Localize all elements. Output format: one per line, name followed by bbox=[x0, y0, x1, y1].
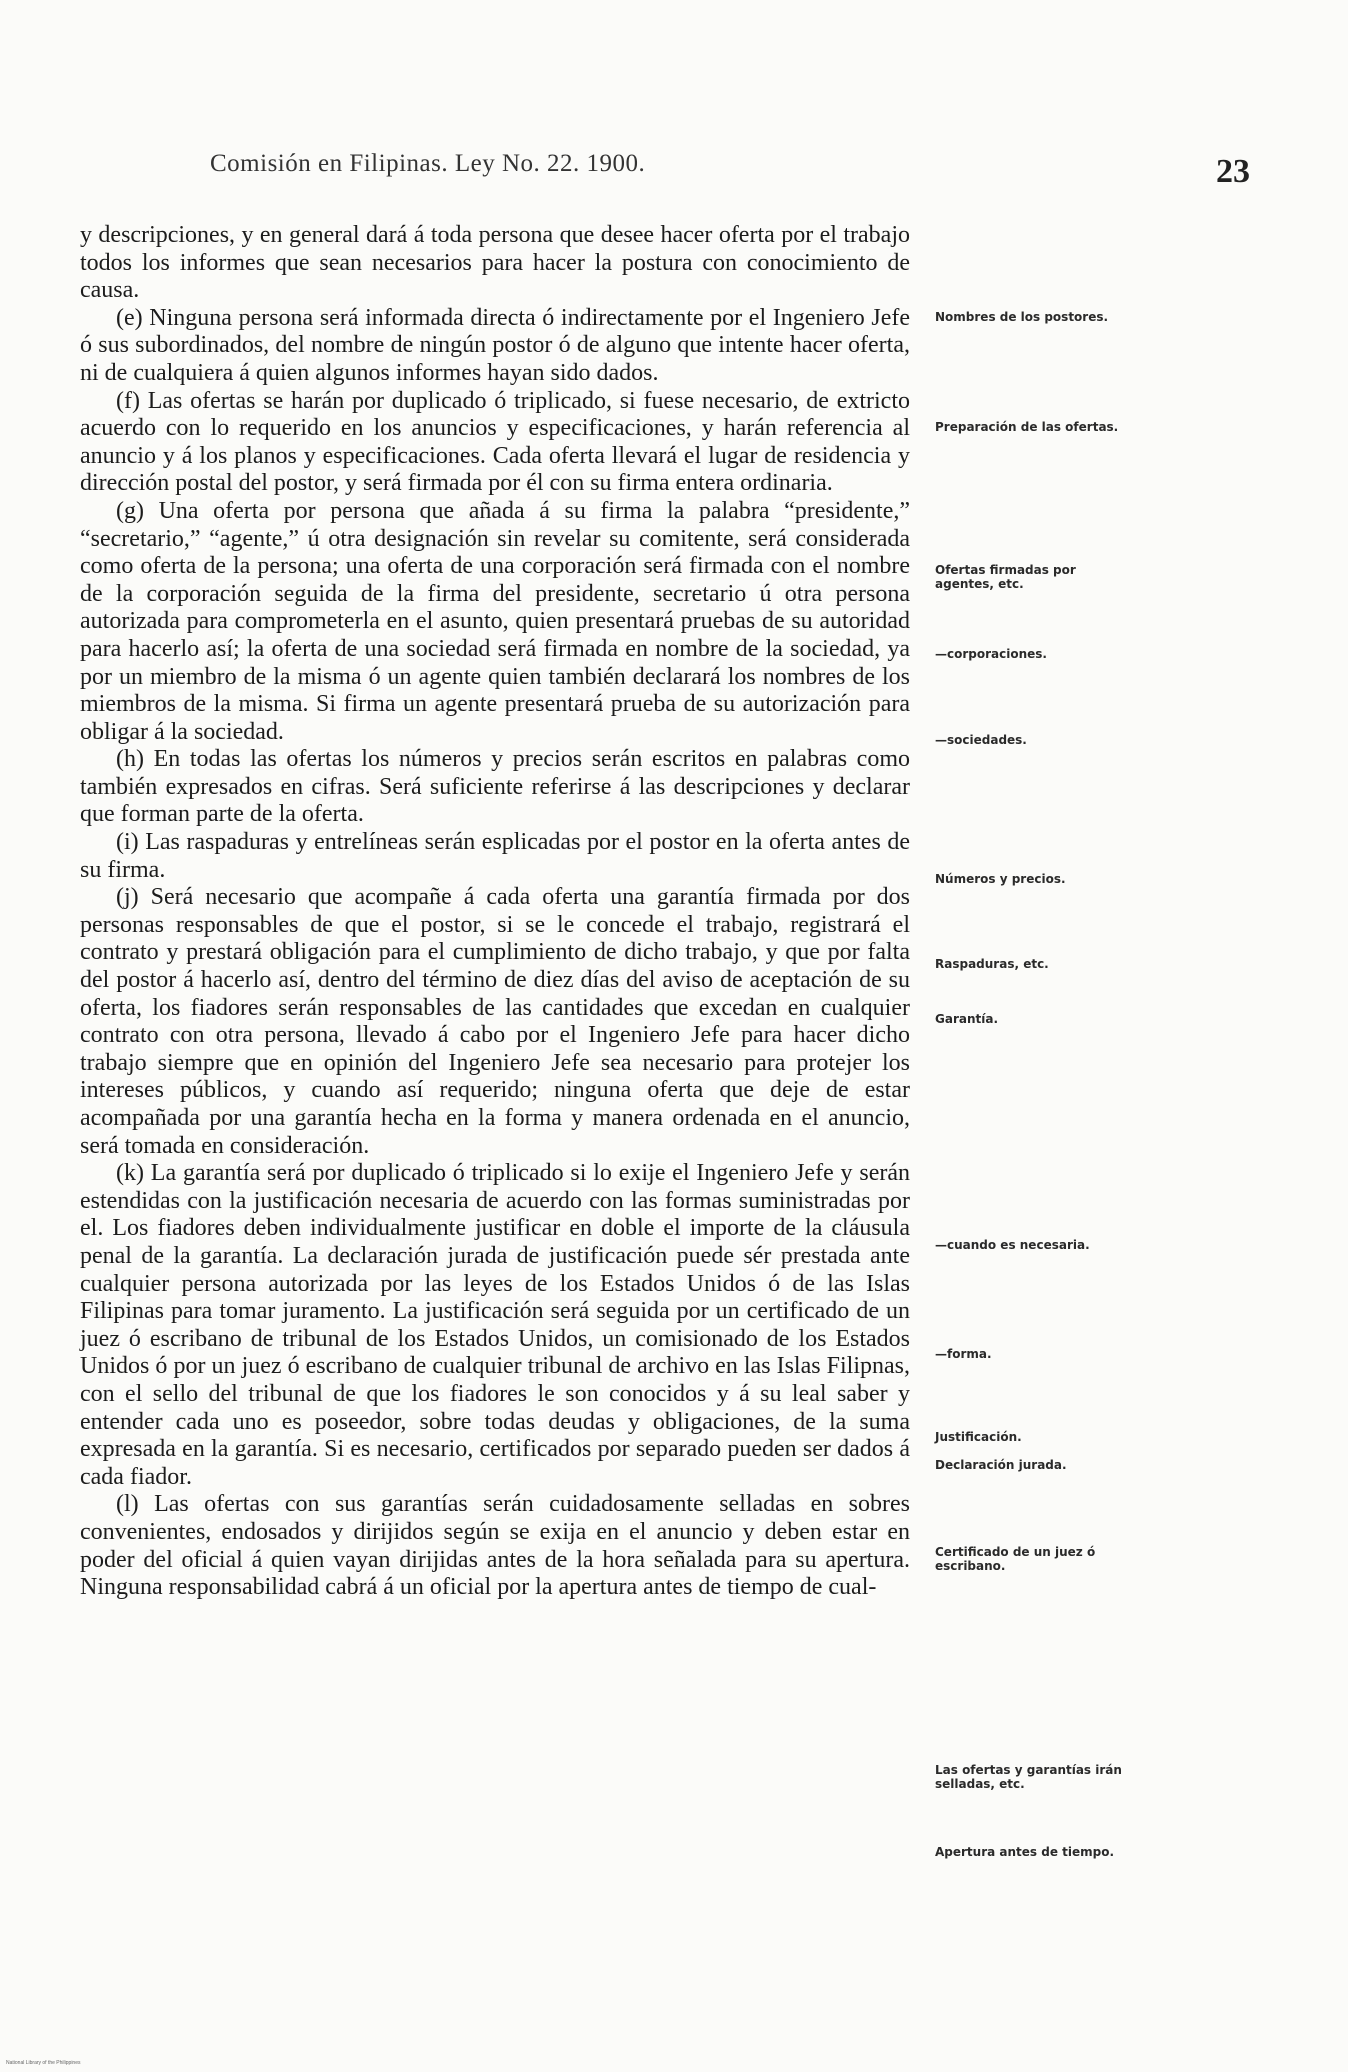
paragraph-j: (j) Será necesario que acompañe á cada oferta una garantía firmada por dos personas responsables de que el postor, si se le concede el trabajo, registrará el contrato y prestará obligación para el cumplimiento de dicho trabajo, y que por falta del postor á hacerlo así, dentro del término de diez días del aviso de aceptación de su oferta, los fiadores serán responsables de las cantidades que excedan en cualquier contrato con otra persona, llevado á cabo por el Ingeniero Jefe para hacer dicho trabajo siempre que en opinión del Ingeniero Jefe sea necesario para protejer los intereses públicos, y cuando así requerido; ninguna oferta que deje de estar acompañada por una garantía hecha en la forma y manera ordenada en el anuncio, será tomada en consideración. bbox=[80, 884, 910, 1159]
running-header: Comisión en Filipinas. Ley No. 22. 1900. bbox=[210, 150, 646, 177]
margin-note-garantia: Garantía. bbox=[935, 1012, 999, 1026]
margin-note-preparacion-ofertas: Preparación de las ofertas. bbox=[935, 420, 1119, 434]
paragraph-h: (h) En todas las ofertas los números y precios serán escritos en palabras como también expresados en cifras. Será suficiente referirse á las descripciones y declarar que forman parte de la oferta. bbox=[80, 746, 910, 828]
margin-note-nombres-postores: Nombres de los postores. bbox=[935, 310, 1109, 324]
margin-note-raspaduras: Raspaduras, etc. bbox=[935, 957, 1049, 971]
paragraph-g: (g) Una oferta por persona que añada á su firma la palabra “presidente,” “secretario,” “agente,” ú otra designación sin revelar su comitente, será considerada como oferta de la persona; una oferta de una corporación será firmada con el nombre de la corporación seguida de la firma del presidente, secretario ú otra persona autorizada para comprometerla en el asunto, quien presentará pruebas de su autoridad para hacerlo así; la oferta de una sociedad será firmada en nombre de la sociedad, ya por un miembro de la misma ó un agente quien también declarará los nombres de los miembros de la misma. Si firma un agente presentará prueba de su autorización para obligar á la sociedad. bbox=[80, 497, 910, 745]
margin-note-ofertas-selladas: Las ofertas y garantías irán selladas, etc. bbox=[935, 1763, 1122, 1791]
paragraph-l: (l) Las ofertas con sus garantías serán cuidadosamente selladas en sobres convenientes, endosados y dirijidos según se exija en el anuncio y deben estar en poder del oficial á quien vayan dirijidas antes de la hora señalada para su apertura. Ninguna responsabilidad cabrá á un oficial por la apertura antes de tiempo de cual- bbox=[80, 1491, 910, 1601]
body-text bbox=[80, 222, 910, 1602]
margin-note-ofertas-agentes: Ofertas firmadas por agentes, etc. bbox=[935, 563, 1076, 591]
margin-note-corporaciones: —corporaciones. bbox=[935, 647, 1047, 661]
paragraph-i: (i) Las raspaduras y entrelíneas serán esplicadas por el postor en la oferta antes de su firma. bbox=[80, 829, 910, 883]
margin-note-numeros-precios: Números y precios. bbox=[935, 872, 1066, 886]
page-number: 23 bbox=[1216, 153, 1250, 190]
margin-note-justificacion: Justificación. bbox=[935, 1430, 1022, 1444]
margin-note-apertura: Apertura antes de tiempo. bbox=[935, 1845, 1115, 1859]
paragraph-k: (k) La garantía será por duplicado ó triplicado si lo exije el Ingeniero Jefe y serán estendidas con la justificación necesaria de acuerdo con las formas suministradas por el. Los fiadores deben individualmente justificar en doble el importe de la cláusula penal de la garantía. La declaración jurada de justificación puede sér prestada ante cualquier persona autorizada por las leyes de los Estados Unidos ó de las Islas Filipinas para tomar juramento. La justificación será seguida por un certificado de un juez ó escribano de tribunal de los Estados Unidos, un comisionado de los Estados Unidos ó por un juez ó escribano de cualquier tribunal de archivo en las Islas Filipnas, con el sello del tribunal de que los fiadores le son conocidos y á su leal saber y entender cada uno es poseedor, sobre todas deudas y obligaciones, de la suma expresada en la garantía. Si es necesario, certificados por separado pueden ser dados á cada fiador. bbox=[80, 1160, 910, 1490]
paragraph-e: (e) Ninguna persona será informada directa ó indirectamente por el Ingeniero Jefe ó sus subordinados, del nombre de ningún postor ó de alguno que intente hacer oferta, ni de cualquiera á quien algunos informes hayan sido dados. bbox=[80, 304, 910, 386]
margin-note-cuando-necesaria: —cuando es necesaria. bbox=[935, 1238, 1090, 1252]
paragraph-f: (f) Las ofertas se harán por duplicado ó triplicado, si fuese necesario, de extricto acuerdo con lo requerido en los anuncios y especificaciones, y harán referencia al anuncio y á los planos y especificaciones. Cada oferta llevará el lugar de residencia y dirección postal del postor, y será firmada por él con su firma entera ordinaria. bbox=[80, 387, 910, 497]
margin-note-forma: —forma. bbox=[935, 1347, 992, 1361]
paragraph-continuation: y descripciones, y en general dará á toda persona que desee hacer oferta por el trabajo todos los informes que sean necesarios para hacer la postura con conocimiento de causa. bbox=[80, 222, 910, 304]
scan-credit: National Library of the Philippines bbox=[6, 2060, 81, 2066]
margin-note-declaracion-jurada: Declaración jurada. bbox=[935, 1458, 1067, 1472]
margin-note-certificado: Certificado de un juez ó escribano. bbox=[935, 1545, 1096, 1573]
margin-note-sociedades: —sociedades. bbox=[935, 733, 1027, 747]
